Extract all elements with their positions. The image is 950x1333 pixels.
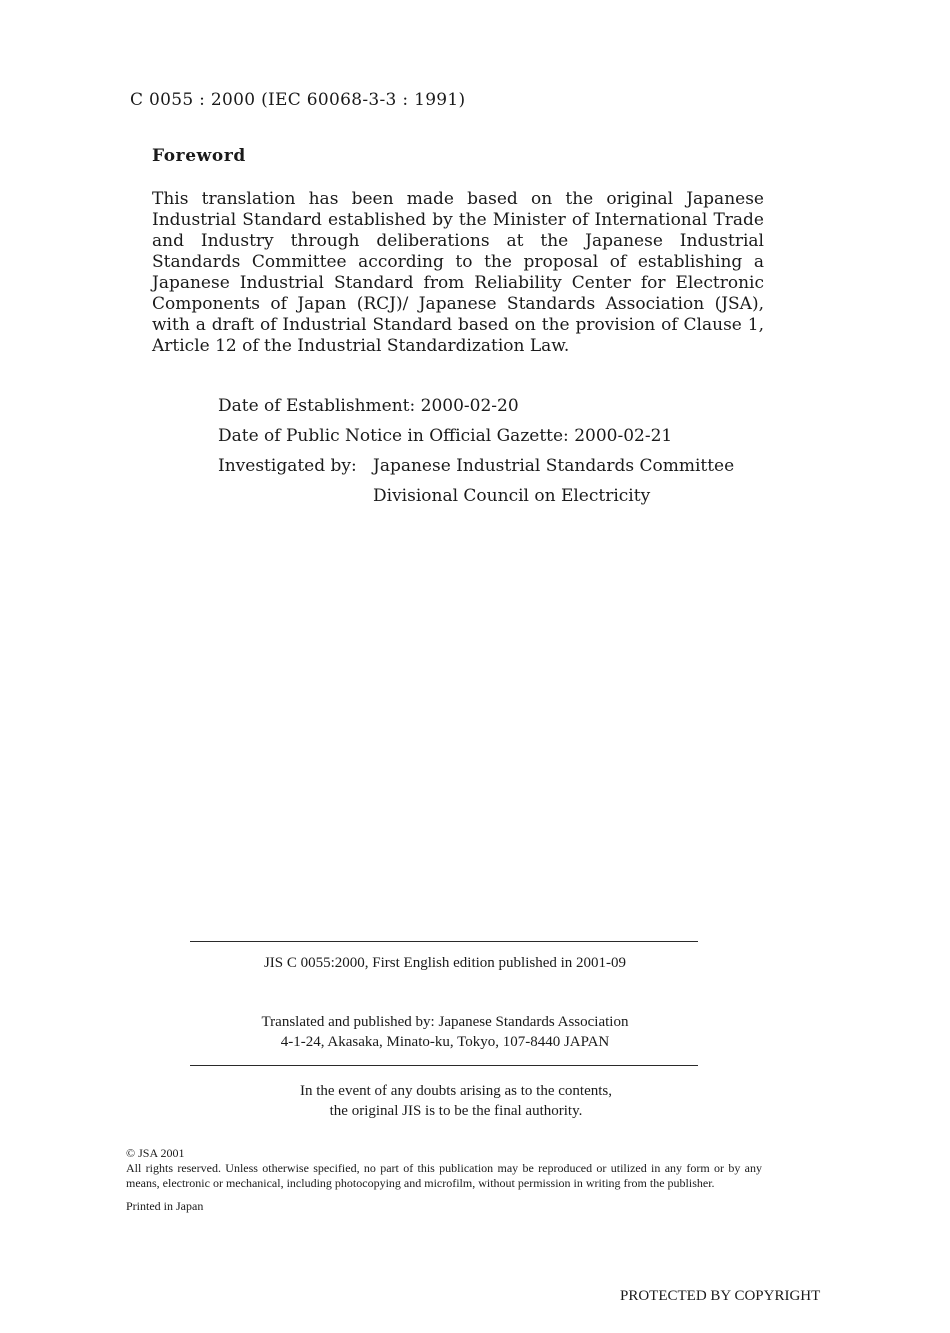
divider-bottom [190, 1065, 698, 1066]
rights-statement: All rights reserved. Unless otherwise specified, no part of this publication may be reproduced or utilized in any form or by any means, electronic or mechanical, including photocopying and microfilm, without permission in writing from the publisher. [126, 1161, 762, 1190]
investigated-by-committee: Japanese Industrial Standards Committee [373, 456, 735, 476]
copyright-stamp: PROTECTED BY COPYRIGHT [620, 1288, 821, 1304]
authority-note-line-2: the original JIS is to be the final authority. [329, 1103, 583, 1119]
divider-top [190, 941, 698, 942]
public-notice-date-value: 2000-02-21 [574, 426, 673, 446]
copyright-block [126, 1146, 762, 1214]
foreword-body: This translation has been made based on the original Japanese Industrial Standard established by the Minister of International Trade and Industry through deliberations at the Japanese Industrial Standards Committee according to the proposal of establishing a Japanese Industrial Standard from Reliability Center for Electronic Components of Japan (RCJ)/ Japanese Standards Association (JSA), with a draft of Industrial Standard based on the provision of Clause 1, Article 12 of the Industrial Standardization Law. [152, 189, 764, 356]
copyright-notice: © JSA 2001 [126, 1146, 185, 1160]
investigated-by-label: Investigated by: [218, 456, 357, 476]
establishment-date-label: Date of Establishment: [218, 396, 416, 416]
publisher-line-1: Translated and published by: Japanese Standards Association [261, 1014, 629, 1030]
document-designation: C 0055 : 2000 (IEC 60068-3-3 : 1991) [130, 90, 466, 110]
public-notice-date-label: Date of Public Notice in Official Gazette: [218, 426, 569, 446]
foreword-title: Foreword [152, 146, 246, 166]
investigated-by-council: Divisional Council on Electricity [373, 486, 651, 506]
public-notice-date-row [218, 426, 672, 446]
publisher-address: 4-1-24, Akasaka, Minato-ku, Tokyo, 107-8440 JAPAN [280, 1034, 610, 1050]
edition-note: JIS C 0055:2000, First English edition published in 2001-09 [263, 955, 627, 971]
establishment-date-row [218, 396, 519, 416]
authority-note-line-1: In the event of any doubts arising as to the contents, [299, 1083, 612, 1099]
printed-in: Printed in Japan [126, 1199, 204, 1213]
establishment-date-value: 2000-02-20 [420, 396, 519, 416]
